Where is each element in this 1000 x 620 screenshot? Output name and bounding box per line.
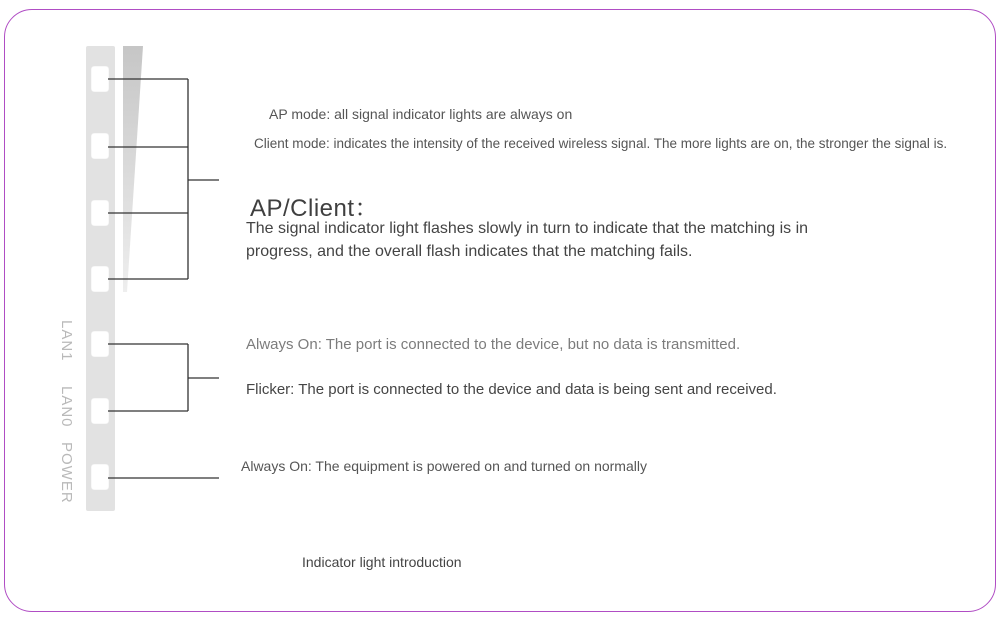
port-label-power: POWER <box>58 442 75 504</box>
port-label-lan0: LAN0 <box>58 386 75 428</box>
matching-description: The signal indicator light flashes slowly in turn to indicate that the matching is in progress, and the overall flash indicates that the matching fails. <box>246 220 809 260</box>
client-mode-text: Client mode: indicates the intensity of the received wireless signal. The more lights are on, the stronger the signal is. <box>254 136 948 151</box>
lan-flicker-text: Flicker: The port is connected to the device and data is being sent and received. <box>246 381 777 398</box>
ap-mode-text: AP mode: all signal indicator lights are always on <box>269 106 573 122</box>
port-label-lan1: LAN1 <box>58 320 75 362</box>
power-always-on-text: Always On: The equipment is powered on and turned on normally <box>241 458 647 474</box>
figure-caption: Indicator light introduction <box>302 554 462 570</box>
ap-client-heading: AP/Client： <box>250 195 380 222</box>
lan-always-on-text: Always On: The port is connected to the device, but no data is transmitted. <box>246 336 741 353</box>
